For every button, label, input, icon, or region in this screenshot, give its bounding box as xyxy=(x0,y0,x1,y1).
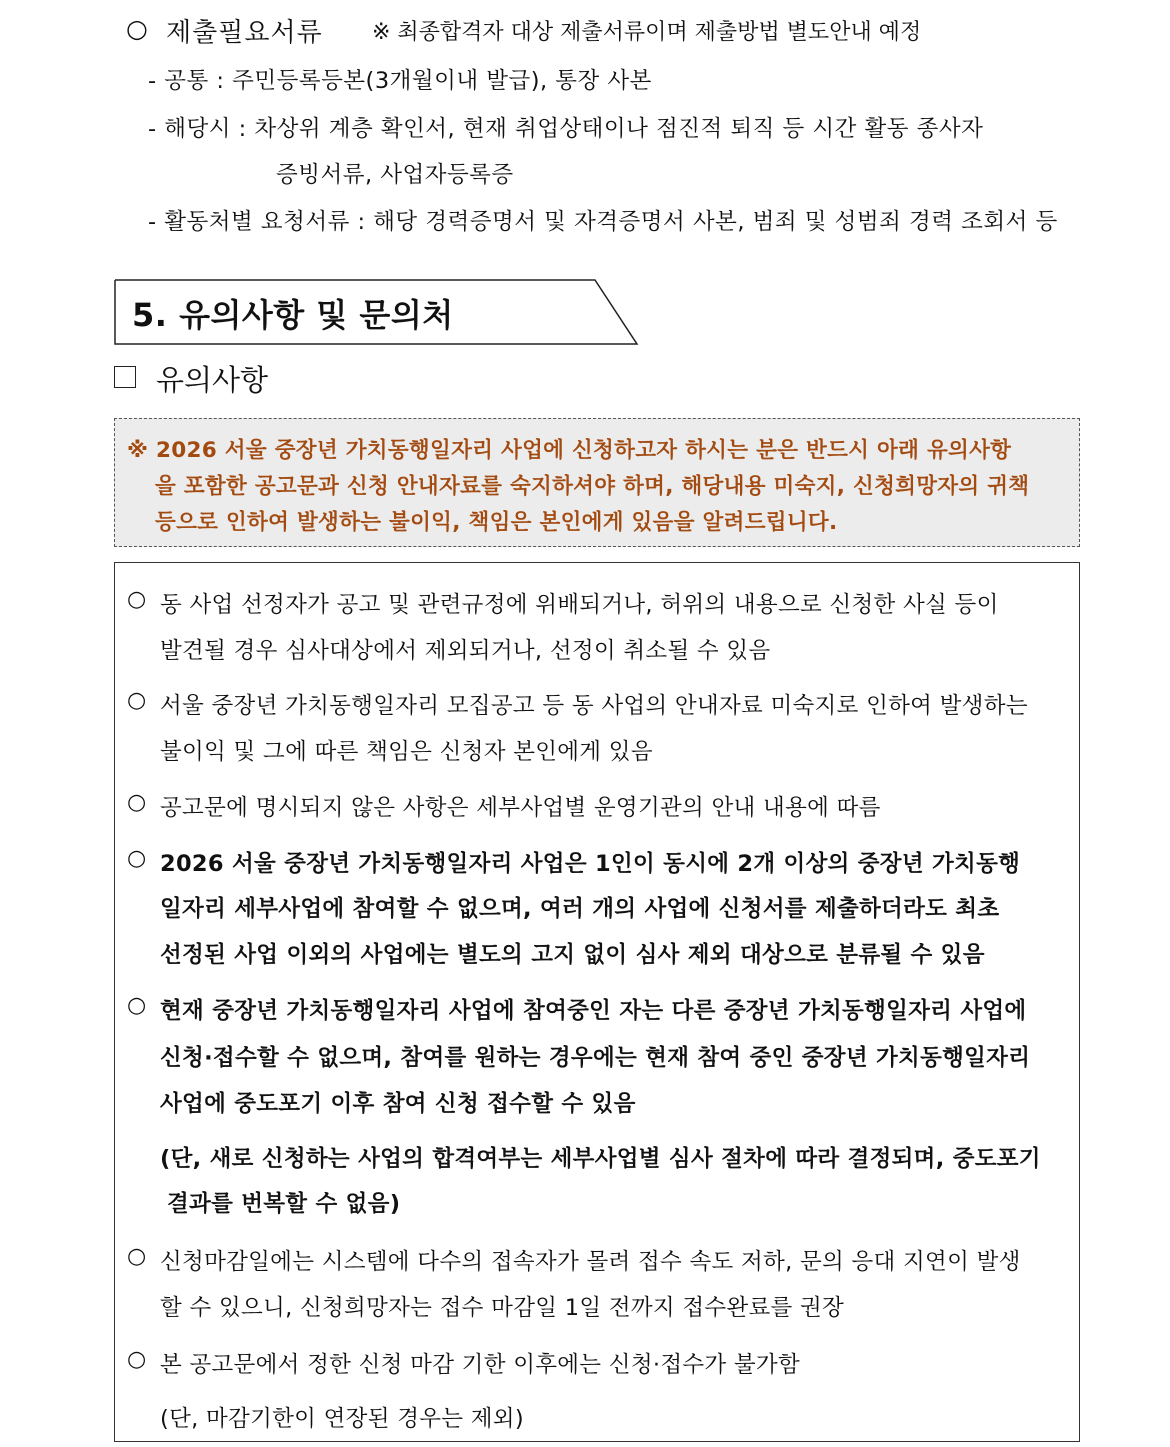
list-item-line: 선정된 사업 이외의 사업에는 별도의 고지 없이 심사 제외 대상으로 분류될 수 있음 xyxy=(160,942,985,968)
submission-line-activity: - 활동처별 요청서류 : 해당 경력증명서 및 자격증명서 사본, 범죄 및 성범죄 경력 조회서 등 xyxy=(148,209,1058,235)
list-item-line: 결과를 번복할 수 없음) xyxy=(167,1191,401,1217)
list-item-line: 서울 중장년 가치동행일자리 모집공고 등 동 사업의 안내자료 미숙지로 인하여 발생하는 xyxy=(160,693,1028,719)
list-item-line: 할 수 있으니, 신청희망자는 접수 마감일 1일 전까지 접수완료를 권장 xyxy=(160,1295,845,1321)
list-item-line: 2026 서울 중장년 가치동행일자리 사업은 1인이 동시에 2개 이상의 중장년 가치동행 xyxy=(160,851,1021,877)
list-item-line: 현재 중장년 가치동행일자리 사업에 참여중인 자는 다른 중장년 가치동행일자리 사업에 xyxy=(160,998,1027,1024)
list-item-line: 발견될 경우 심사대상에서 제외되거나, 선정이 취소될 수 있음 xyxy=(160,638,771,664)
list-bullet: ○ xyxy=(127,993,147,1018)
list-item-line: 일자리 세부사업에 참여할 수 없으며, 여러 개의 사업에 신청서를 제출하더라도 최초 xyxy=(160,896,1000,922)
list-item-line: 불이익 및 그에 따른 책임은 신청자 본인에게 있음 xyxy=(160,739,653,765)
notes-box xyxy=(114,562,1080,1442)
submission-bullet: ○ xyxy=(126,14,148,43)
list-bullet: ○ xyxy=(127,846,147,871)
submission-line-conditional-cont: 증빙서류, 사업자등록증 xyxy=(276,162,514,188)
list-bullet: ○ xyxy=(127,1347,147,1372)
warning-line: 을 포함한 공고문과 신청 안내자료를 숙지하셔야 하며, 해당내용 미숙지, 신청희망자의 귀책 xyxy=(155,474,1030,499)
warning-box xyxy=(114,418,1080,547)
list-bullet: ○ xyxy=(127,1244,147,1269)
list-item-line: 사업에 중도포기 이후 참여 신청 접수할 수 있음 xyxy=(160,1091,636,1117)
section-header xyxy=(114,279,639,346)
submission-line-common: - 공통 : 주민등록등본(3개월이내 발급), 통장 사본 xyxy=(148,68,652,94)
list-item-line: (단, 새로 신청하는 사업의 합격여부는 세부사업별 심사 절차에 따라 결정되며, 중도포기 xyxy=(160,1146,1041,1172)
notice-subheading-text: 유의사항 xyxy=(156,363,269,397)
submission-line-conditional: - 해당시 : 차상위 계층 확인서, 현재 취업상태이나 점진적 퇴직 등 시간 활동 종사자 xyxy=(148,116,984,142)
list-item-line: (단, 마감기한이 연장된 경우는 제외) xyxy=(160,1406,524,1432)
list-item-line: 공고문에 명시되지 않은 사항은 세부사업별 운영기관의 안내 내용에 따름 xyxy=(160,795,881,821)
warning-line: 등으로 인하여 발생하는 불이익, 책임은 본인에게 있음을 알려드립니다. xyxy=(155,510,838,535)
section-title: 5. 유의사항 및 문의처 xyxy=(132,296,454,334)
list-item-line: 신청마감일에는 시스템에 다수의 접속자가 몰려 접수 속도 저하, 문의 응대 지연이 발생 xyxy=(160,1249,1021,1275)
list-item-line: 동 사업 선정자가 공고 및 관련규정에 위배되거나, 허위의 내용으로 신청한 사실 등이 xyxy=(160,592,999,618)
list-bullet: ○ xyxy=(127,790,147,815)
list-bullet: ○ xyxy=(127,688,147,713)
list-bullet: ○ xyxy=(127,587,147,612)
list-item-line: 본 공고문에서 정한 신청 마감 기한 이후에는 신청·접수가 불가함 xyxy=(160,1352,800,1378)
list-item-line: 신청·접수할 수 없으며, 참여를 원하는 경우에는 현재 참여 중인 중장년 가치동행일자리 xyxy=(160,1045,1031,1071)
submission-note: ※ 최종합격자 대상 제출서류이며 제출방법 별도안내 예정 xyxy=(372,20,922,45)
warning-line: ※ 2026 서울 중장년 가치동행일자리 사업에 신청하고자 하시는 분은 반드시 아래 유의사항 xyxy=(127,438,1012,463)
submission-title: 제출필요서류 xyxy=(166,18,323,48)
checkbox-icon xyxy=(114,366,136,388)
